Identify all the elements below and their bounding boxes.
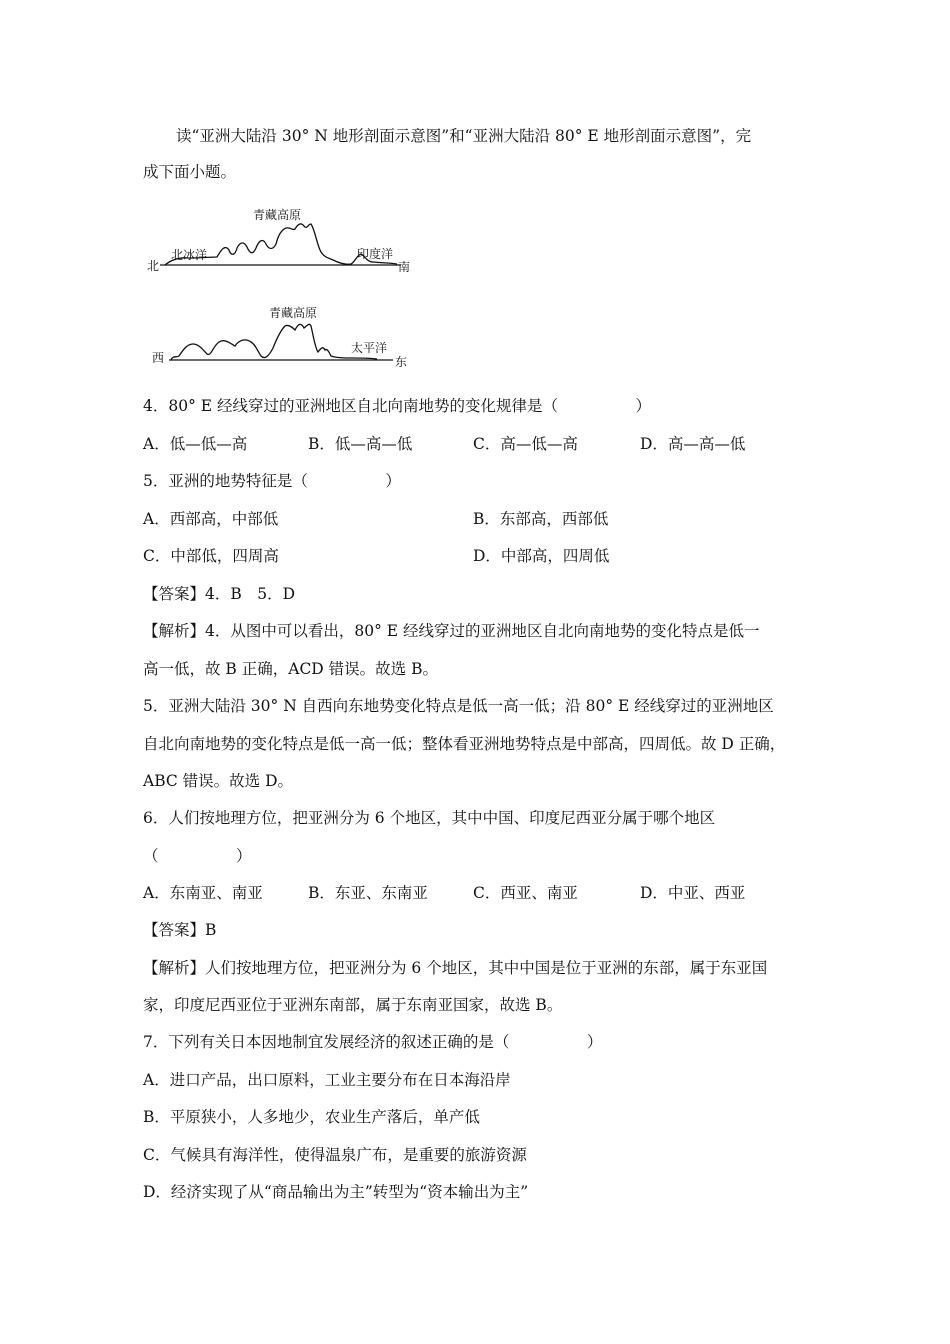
q7-option-d: D．经济实现了从“商品输出为主”转型为“资本输出为主” [143, 1183, 529, 1201]
analysis-4-5-line-5: ABC 错误。故选 D。 [143, 772, 294, 790]
analysis-4-5-line-4: 自北向南地势的变化特点是低一高一低；整体看亚洲地势特点是中部高，四周低。故 D 正确， [143, 735, 786, 753]
profile-30n-east-label: 东 [395, 355, 408, 369]
q7-stem: 7．下列有关日本因地制宜发展经济的叙述正确的是（ ） [143, 1033, 603, 1051]
answer-4-5: 【答案】4．B 5．D [143, 585, 296, 603]
q7-option-a: A．进口产品，出口原料，工业主要分布在日本海沿岸 [143, 1071, 511, 1089]
q7-option-b: B．平原狭小，人多地少，农业生产落后，单产低 [143, 1108, 480, 1126]
q6-option-c: C．西亚、南亚 [473, 884, 578, 902]
q6-paren: （ ） [143, 847, 252, 865]
q6-option-d: D．中亚、西亚 [640, 884, 746, 902]
profile-80e-plateau-label: 青藏高原 [253, 208, 302, 222]
profile-80e-arctic-label: 北冰洋 [171, 248, 208, 262]
q5-option-c: C．中部低，四周高 [143, 547, 279, 565]
q5-option-b: B．东部高，西部低 [473, 510, 609, 528]
q4-option-a: A．低—低—高 [143, 435, 248, 453]
q6-stem: 6．人们按地理方位，把亚洲分为 6 个地区，其中中国、印度尼西亚分属于哪个地区 [143, 809, 716, 827]
analysis-4-5-line-1: 【解析】4．从图中可以看出，80° E 经线穿过的亚洲地区自北向南地势的变化特点是低一 [143, 622, 760, 640]
profile-30n-terrain-line [171, 324, 377, 360]
profile-80e-north-label: 北 [147, 259, 160, 273]
profile-30n-plateau-label: 青藏高原 [269, 306, 318, 320]
q5-option-a: A．西部高，中部低 [143, 510, 279, 528]
intro-line-1: 读“亚洲大陆沿 30° N 地形剖面示意图”和“亚洲大陆沿 80° E 地形剖面示意图”，完 [176, 127, 752, 145]
q4-option-b: B．低—高—低 [308, 435, 413, 453]
profile-30n-figure [143, 300, 423, 372]
q7-option-c: C．气候具有海洋性，使得温泉广布，是重要的旅游资源 [143, 1146, 527, 1164]
analysis-4-5-line-3: 5．亚洲大陆沿 30° N 自西向东地势变化特点是低一高一低；沿 80° E 经线穿过的亚洲地区 [143, 697, 774, 715]
answer-6: 【答案】B [143, 921, 217, 939]
analysis-4-5-line-2: 高一低，故 B 正确，ACD 错误。故选 B。 [143, 660, 438, 678]
intro-line-2: 成下面小题。 [143, 163, 237, 181]
analysis-6-line-1: 【解析】人们按地理方位，把亚洲分为 6 个地区，其中中国是位于亚洲的东部，属于东亚国 [143, 959, 768, 977]
q4-option-c: C．高—低—高 [473, 435, 578, 453]
q6-option-a: A．东南亚、南亚 [143, 884, 263, 902]
profile-80e-south-label: 南 [398, 260, 411, 274]
q4-stem: 4．80° E 经线穿过的亚洲地区自北向南地势的变化规律是（ ） [143, 397, 652, 415]
q4-option-d: D．高—高—低 [640, 435, 746, 453]
q6-option-b: B．东亚、东南亚 [308, 884, 428, 902]
profile-30n-pacific-label: 太平洋 [351, 341, 388, 355]
q5-option-d: D．中部高，四周低 [473, 547, 610, 565]
q5-stem: 5．亚洲的地势特征是（ ） [143, 472, 401, 490]
analysis-6-line-2: 家，印度尼西亚位于亚洲东南部，属于东南亚国家，故选 B。 [143, 996, 563, 1014]
profile-80e-figure [143, 200, 423, 278]
profile-30n-west-label: 西 [152, 351, 165, 365]
profile-80e-indian-label: 印度洋 [357, 247, 394, 261]
